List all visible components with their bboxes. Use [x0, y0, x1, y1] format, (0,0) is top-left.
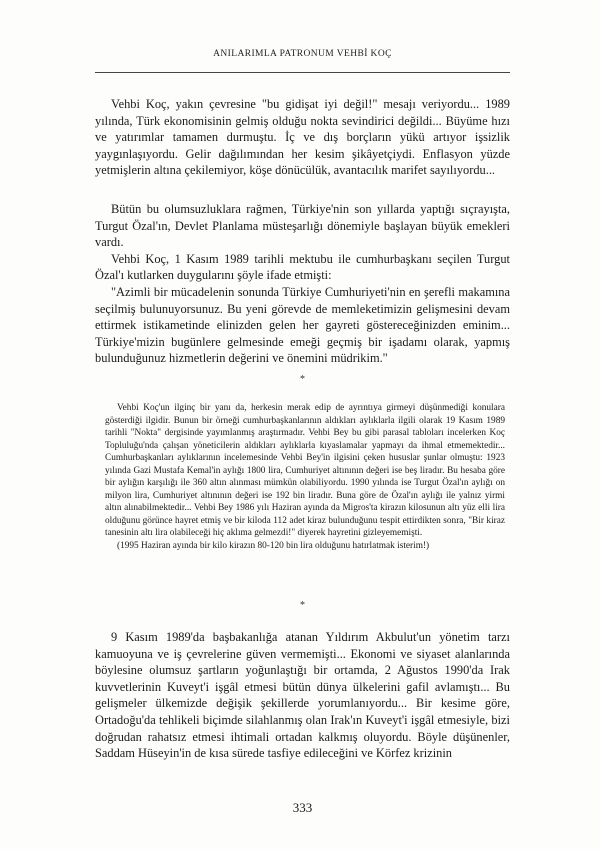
anecdote-text: Vehbi Koç'un ilginç bir yanı da, herkesin merak edip de ayrıntıya girmeyi düşünmediği konulara gösterdiği ilgidir. Bunun bir örneği cumhurbaşkanlarının aldıkları aylıklarla ilgili olarak 19 Kasım 1989 tarihli "Nokta" dergisinde yayımlanmış araştırmadır. Vehbi Bey bu gibi parasal tabloları incelerken Koç Topluluğu'nda çalışan yöneticilerin aldıkları aylıklarla kıyaslamalar yapmayı da ihmal etmemektedir... Cumhurbaşkanları aylıklarının incelemesinde Vehbi Bey'in ilgisini çeken hususlar şunlar olmuştu: 1923 yılında Gazi Mustafa Kemal'in aylığı 1800 lira, Cumhuriyet altınının değeri ise beş liradır. Bu hesaba göre bir aylığın karşılığı ile 360 altın alınması mümkün olabiliyordu. 1990 yılında ise Turgut Özal'ın aylığı on milyon lira, Cumhuriyet altınının değeri ise 192 bin liradır. Buna göre de Özal'ın aylığı ile yalnız yirmi altın alınabilmektedir... Vehbi Bey 1986 yılı Haziran ayında da Migros'ta kirazın kilosunun altı yüz elli lira olduğunu görünce hayret etmiş ve bir kiloda 112 adet kiraz bulunduğunu tespit ettirdikten sonra, "Bir kiraz tanesinin altı lira olabileceği hiç aklıma gelmezdi!" diyerek hayretini gizleyememişti. [105, 403, 505, 538]
paragraph: Vehbi Koç, 1 Kasım 1989 tarihli mektubu ile cumhurbaşkanı seçilen Turgut Özal'ı kutlarken duygularını şöyle ifade etmişti: [95, 251, 510, 283]
section-separator-star: * [300, 600, 305, 611]
anecdote-aside: (1995 Haziran ayında bir kilo kirazın 80-120 bin lira olduğunu hatırlatmak isterim!) [117, 540, 430, 551]
header-rule [95, 72, 510, 73]
paragraph: 9 Kasım 1989'da başbakanlığa atanan Yıldırım Akbulut'un yönetim tarzı kamuoyuna ve iş çevrelerine güven vermemişti... Ekonomi ve siyaset alanlarında böylesine olumsuz şartların yoğunlaştığı bir ortamda, 2 Ağustos 1990'da Irak kuvvetlerinin Kuveyt'i işgâl etmesi bütün dünya ülkelerini gafil avlamıştı... Bu gelişmeler ülkemizde değişik şekillerde yorumlanıyordu... Bir kesime göre, Ortadoğu'da tehlikeli biçimde silahlanmış olan Irak'ın Kuveyt'i işgâl etmesiyle, bizi doğrudan rahatsız etmesi ihtimali ortadan kalkmış oluyordu. Böyle düşünenler, Saddam Hüseyin'in de kısa sürede tasfiye edileceğini ve Körfez krizinin [95, 630, 510, 761]
body-block-2 [95, 201, 510, 367]
body-block-3 [95, 629, 510, 762]
page-number: 333 [292, 800, 313, 815]
section-separator-star: * [300, 374, 305, 385]
boxed-anecdote [105, 402, 505, 552]
body-block-1 [95, 96, 510, 179]
running-head: ANILARIMLA PATRONUM VEHBİ KOÇ [213, 49, 392, 59]
quoted-letter: "Azimli bir mücadelenin sonunda Türkiye Cumhuriyeti'nin en şerefli makamına seçilmiş bulunuyorsunuz. Bu yeni görevde de memleketimizin gelişmesini devam ettirmek istikametinde elinizden gelen her gayreti göstereceğinizden eminim... Türkiye'mizin bugünlere gelmesinde emeği geçmiş bir işadamı olarak, yapmış bulunduğunuz hizmetlerin değerini ve önemini müdrikim." [95, 284, 510, 366]
paragraph: Bütün bu olumsuzluklara rağmen, Türkiye'nin son yıllarda yaptığı sıçrayışta, Turgut Özal'ın, Devlet Planlama müsteşarlığı dönemiyle başlayan büyük emekleri vardı. [95, 202, 510, 250]
paragraph: Vehbi Koç, yakın çevresine "bu gidişat iyi değil!" mesajı veriyordu... 1989 yılında, Türk ekonomisinin gelmiş olduğu nokta sevindirici değildi... Büyüme hızı ve yatırımlar tamamen durmuştu. İç ve dış borçların yükü artıyor işsizlik yaygınlaşıyordu. Gelir dağılımından her kesim şikâyetçiydi. Enflasyon yüzde yetmişlerin altına çekilemiyor, köşe dönücülük, avantacılık marifet sayılıyordu... [95, 97, 510, 178]
